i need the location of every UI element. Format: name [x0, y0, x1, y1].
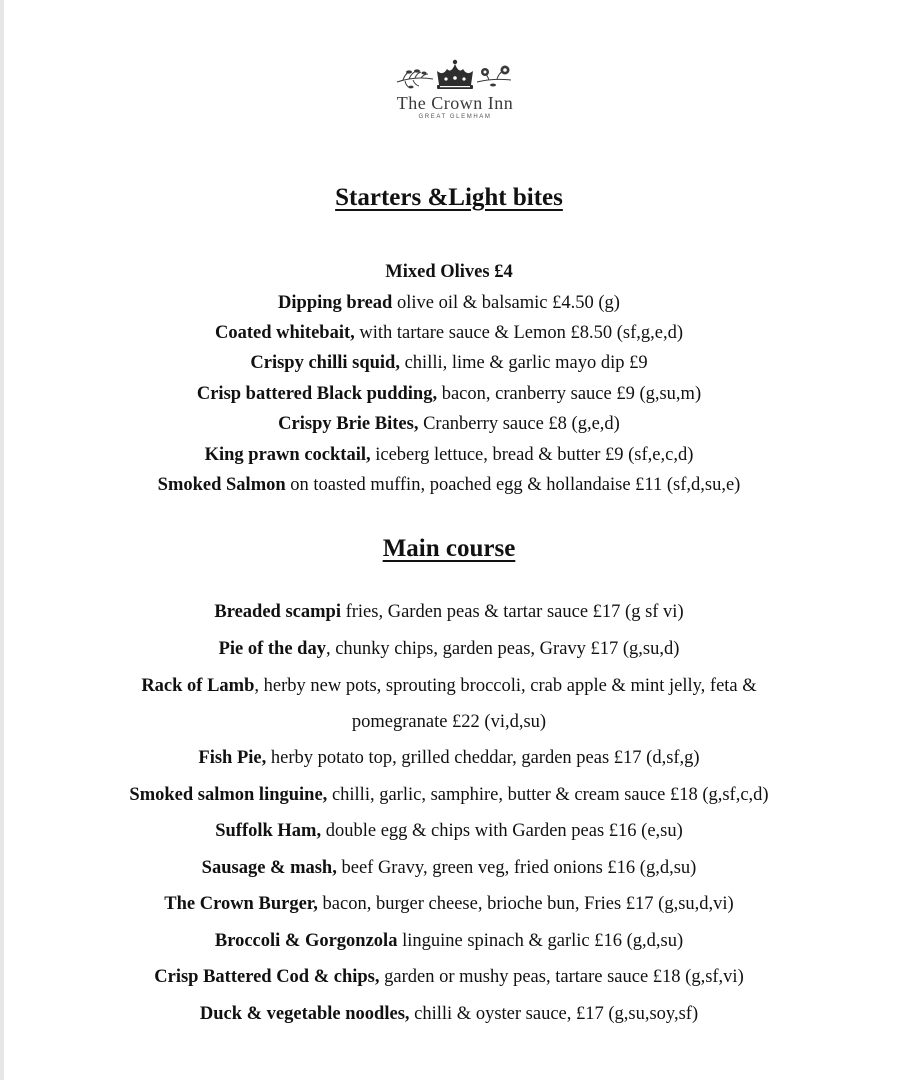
menu-item	[0, 929, 898, 953]
menu-item	[0, 746, 898, 770]
item-name: Fish Pie,	[198, 748, 267, 768]
item-description: Cranberry sauce £8 (g,e,d)	[418, 414, 620, 434]
menu-item	[0, 783, 898, 807]
item-name: Crispy Brie Bites,	[278, 414, 419, 434]
item-description: olive oil & balsamic £4.50 (g)	[392, 293, 620, 313]
inn-name: The Crown Inn	[396, 93, 514, 113]
item-name: Mixed Olives £4	[385, 262, 513, 282]
item-description: pomegranate £22 (vi,d,su)	[351, 712, 547, 732]
menu-item	[0, 412, 898, 436]
menu-item	[0, 382, 898, 406]
menu-item	[0, 443, 898, 467]
menu-item	[0, 351, 898, 375]
item-description: chilli & oyster sauce, £17 (g,su,soy,sf)	[409, 1004, 699, 1024]
item-name: Crispy chilli squid,	[250, 353, 400, 373]
item-description: chilli, garlic, samphire, butter & cream sauce £18 (g,sf,c,d)	[327, 785, 769, 805]
item-name: Broccoli & Gorgonzola	[214, 931, 398, 951]
item-description: , chunky chips, garden peas, Gravy £17 (g,su,d)	[325, 639, 680, 659]
item-name: Dipping bread	[278, 293, 393, 313]
item-description: on toasted muffin, poached egg & hollandaise £11 (sf,d,su,e)	[285, 475, 741, 495]
item-description: bacon, burger cheese, brioche bun, Fries £17 (g,su,d,vi)	[317, 894, 734, 914]
item-description: , herby new pots, sprouting broccoli, crab apple & mint jelly, feta &	[254, 676, 757, 696]
item-name: Smoked salmon linguine,	[129, 785, 328, 805]
item-name: Coated whitebait,	[214, 323, 355, 343]
menu-item	[0, 965, 898, 989]
inn-location: GREAT GLEMHAM	[418, 114, 492, 120]
menu-item	[0, 819, 898, 843]
item-description: iceberg lettuce, bread & butter £9 (sf,e,c,d)	[370, 445, 694, 465]
item-description: beef Gravy, green veg, fried onions £16 (g,d,su)	[336, 858, 697, 878]
main-course-heading: Main course	[382, 535, 516, 562]
item-name: Breaded scampi	[214, 602, 341, 622]
menu-item	[0, 856, 898, 880]
item-description: double egg & chips with Garden peas £16 (e,su)	[321, 821, 683, 841]
menu-item	[0, 892, 898, 916]
starters-heading: Starters &Light bites	[335, 184, 563, 211]
menu-item	[0, 637, 898, 661]
item-name: Sausage & mash,	[201, 858, 337, 878]
menu-item	[0, 1002, 898, 1026]
item-description: linguine spinach & garlic £16 (g,d,su)	[397, 931, 684, 951]
item-description: chilli, lime & garlic mayo dip £9	[399, 353, 648, 373]
menu-item-continued	[0, 710, 898, 734]
menu-item	[0, 674, 898, 698]
item-description: fries, Garden peas & tartar sauce £17 (g sf vi)	[340, 602, 684, 622]
crown-inn-logo	[380, 58, 530, 134]
item-description: with tartare sauce & Lemon £8.50 (sf,g,e,d)	[354, 323, 684, 343]
item-name: King prawn cocktail,	[204, 445, 371, 465]
menu-item	[0, 600, 898, 624]
menu-item	[0, 321, 898, 345]
item-name: Crisp battered Black pudding,	[196, 384, 438, 404]
menu-item	[0, 291, 898, 315]
item-name: Smoked Salmon	[157, 475, 286, 495]
item-name: Suffolk Ham,	[215, 821, 322, 841]
crown-icon	[393, 58, 517, 92]
menu-item	[0, 473, 898, 497]
menu-item	[0, 260, 898, 284]
item-description: garden or mushy peas, tartare sauce £18 (g,sf,vi)	[379, 967, 744, 987]
item-description: herby potato top, grilled cheddar, garden peas £17 (d,sf,g)	[266, 748, 700, 768]
item-name: Duck & vegetable noodles,	[199, 1004, 410, 1024]
item-name: Pie of the day	[218, 639, 326, 659]
item-description: bacon, cranberry sauce £9 (g,su,m)	[437, 384, 702, 404]
item-name: The Crown Burger,	[164, 894, 318, 914]
item-name: Crisp Battered Cod & chips,	[154, 967, 380, 987]
item-name: Rack of Lamb	[141, 676, 255, 696]
